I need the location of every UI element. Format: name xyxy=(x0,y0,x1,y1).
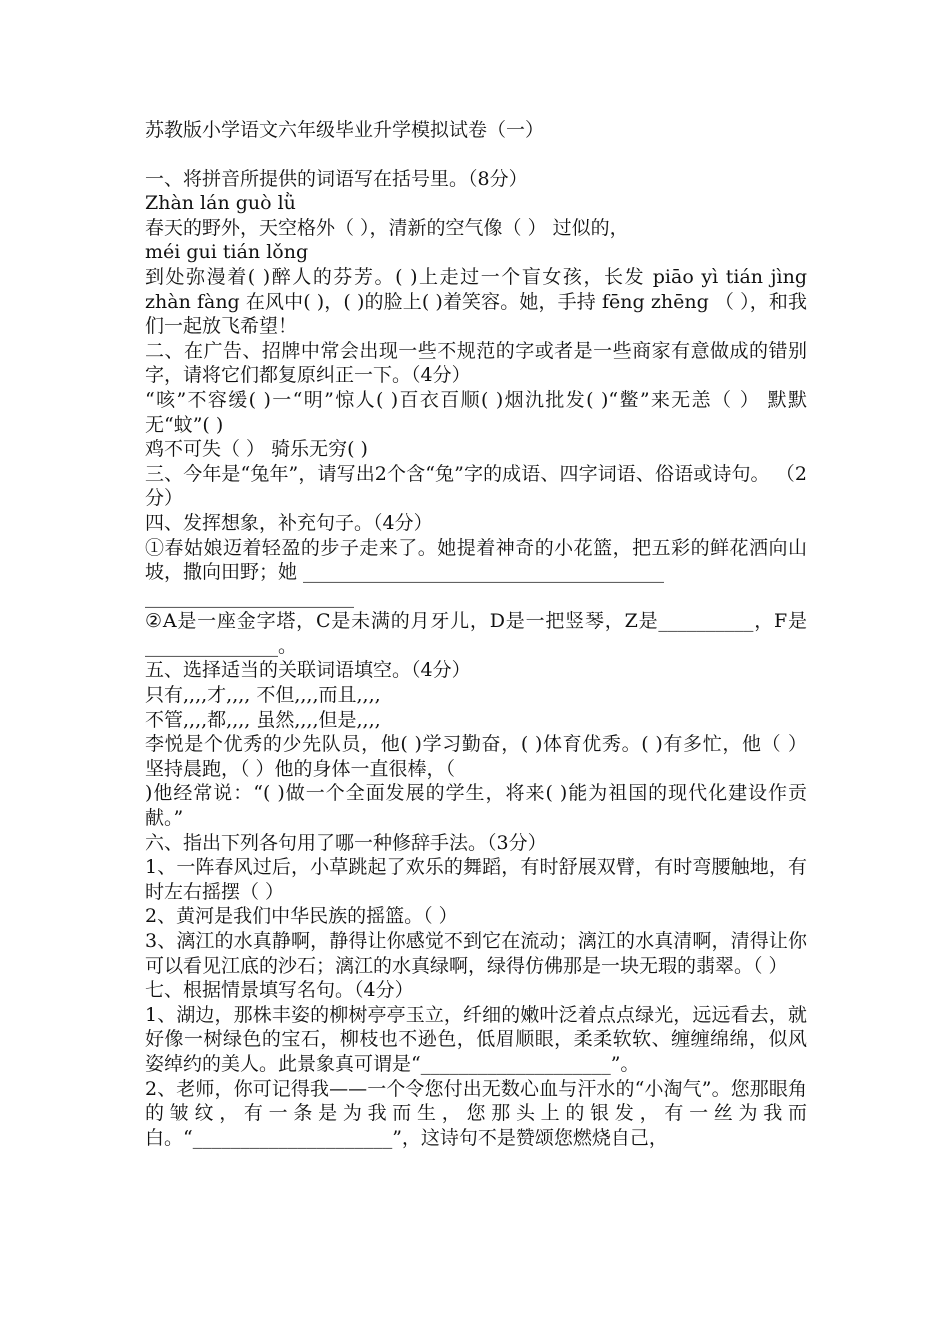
section-7-heading: 七、根据情景填写名句。（4分） xyxy=(145,979,414,1002)
section-2-heading: 二、在广告、招牌中常会出现一些不规范的字或者是一些商家有意做成的错别字，请将它们都复原纠正一下。（4分） xyxy=(145,339,807,387)
text-line: 2、黄河是我们中华民族的摇篮。（ ） xyxy=(145,905,458,928)
text-paragraph: 1、一阵春风过后，小草跳起了欢乐的舞蹈，有时舒展双臂，有时弯腰触地，有时左右摇摆（ ） xyxy=(145,856,807,903)
text-paragraph: 到处弥漫着( )醉人的芬芳。( )上走过一个盲女孩，长发 piāo yì tián jìng zhàn fàng 在风中( )，( )的脸上( )着笑容。她，手持 fēng zhēng （ ），和我们一起放飞希望！ xyxy=(145,265,807,338)
text-paragraph: 1、湖边，那株丰姿的柳树亭亭玉立，纤细的嫩叶泛着点点绿光，远远看去，就好像一树绿色的宝石，柳枝也不逊色，低眉顺眼，柔柔软软、缠缠绵绵，似风姿绰约的美人。此景象真可谓是“____________________”。 xyxy=(145,1003,807,1075)
section-5-heading: 五、选择适当的关联词语填空。（4分） xyxy=(145,659,471,682)
section-3-heading: 三、今年是“兔年”，请写出2个含“兔”字的成语、四字词语、俗语或诗句。 （2分） xyxy=(145,462,807,510)
pinyin-line: méi gui tián lǒng xyxy=(145,241,309,264)
text-line: 鸡不可失（ ） 骑乐无穷( ) xyxy=(145,438,368,461)
option-line: 只有,,,,才,,,, 不但,,,,而且,,,, xyxy=(145,684,381,707)
section-1-heading: 一、将拼音所提供的词语写在括号里。（8分） xyxy=(145,167,528,190)
pinyin-line: Zhàn lán guò lǜ xyxy=(145,192,296,215)
text-paragraph: )他经常说：“( )做一个全面发展的学生，将来( )能为祖国的现代化建设作贡献。” xyxy=(145,782,807,830)
exam-page xyxy=(145,118,807,1150)
text-paragraph: ②A是一座金字塔，C是未满的月牙儿，D是一把竖琴，Z是__________，F是______________。 xyxy=(145,610,807,657)
blank-line: ______________________ xyxy=(145,585,354,608)
exam-title: 苏教版小学语文六年级毕业升学模拟试卷（一） xyxy=(145,119,545,141)
text-paragraph: 2、老师，你可记得我——一个令您付出无数心血与汗水的“小淘气”。您那眼角的皱纹，有一条是为我而生，您那头上的银发，有一丝为我而白。“_____________________”，这诗句不是赞颂您燃烧自己， xyxy=(145,1077,807,1149)
text-paragraph: “咳”不容缓( )一“明”惊人( )百衣百顺( )烟氿批发( )“鳖”来无恙（ ） 默默无“蚊”( ) xyxy=(145,388,807,436)
text-paragraph: 李悦是个优秀的少先队员，他( )学习勤奋，( )体育优秀。( )有多忙，他（ ） 坚持晨跑，（ ）他的身体一直很棒，（ xyxy=(145,733,807,780)
text-line: 春天的野外，天空格外（ ），清新的空气像（ ） 过似的， xyxy=(145,216,629,239)
option-line: 不管,,,,都,,,, 虽然,,,,但是,,,, xyxy=(145,708,381,731)
section-4-heading: 四、发挥想象，补充句子。（4分） xyxy=(145,511,433,534)
text-paragraph: ①春姑娘迈着轻盈的步子走来了。她提着神奇的小花篮，把五彩的鲜花洒向山坡，撒向田野；她 ______________________________________ xyxy=(145,536,807,584)
section-6-heading: 六、指出下列各句用了哪一种修辞手法。（3分） xyxy=(145,831,547,854)
text-paragraph: 3、漓江的水真静啊，静得让你感觉不到它在流动；漓江的水真清啊，清得让你可以看见江底的沙石；漓江的水真绿啊，绿得仿佛那是一块无瑕的翡翠。（ ） xyxy=(145,930,807,977)
